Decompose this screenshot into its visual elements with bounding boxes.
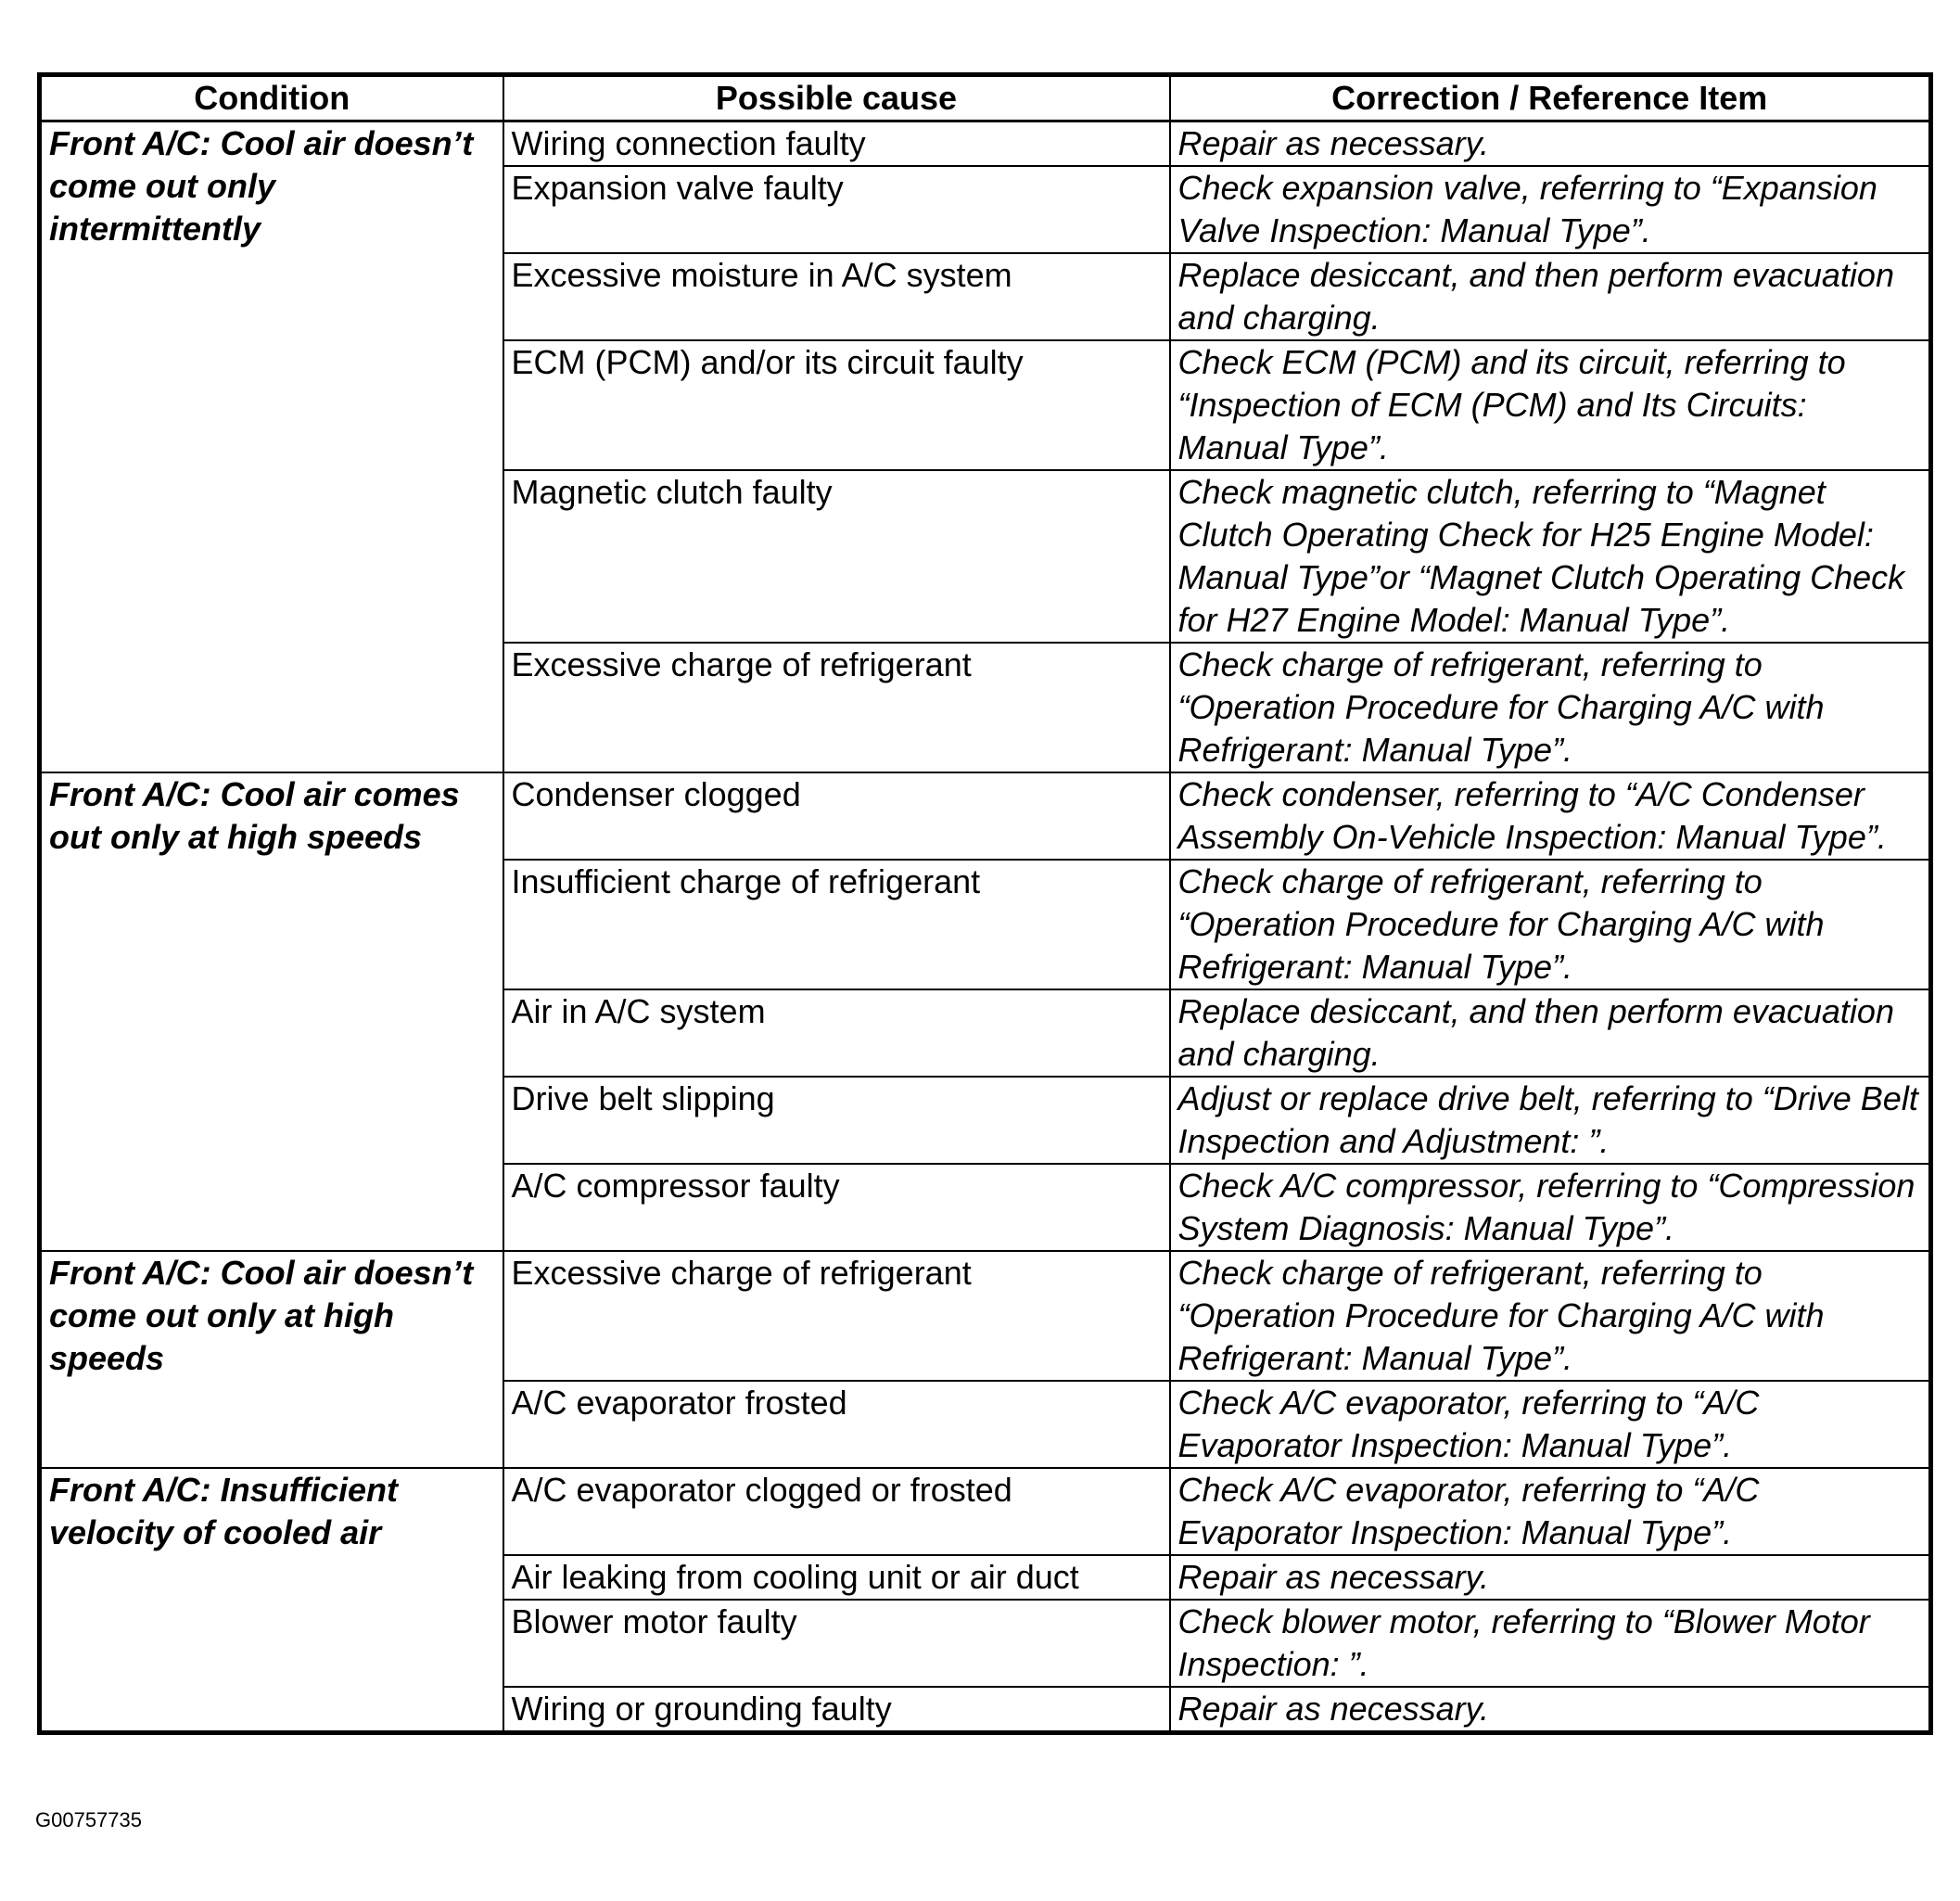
header-possible-cause: Possible cause bbox=[503, 75, 1170, 121]
correction-cell: Check ECM (PCM) and its circuit, referring to “Inspection of ECM (PCM) and Its Circuits: Manual Type”. bbox=[1170, 340, 1931, 470]
possible-cause-cell: Wiring or grounding faulty bbox=[503, 1687, 1170, 1733]
correction-cell: Repair as necessary. bbox=[1170, 1555, 1931, 1600]
correction-cell: Check A/C evaporator, referring to “A/C Evaporator Inspection: Manual Type”. bbox=[1170, 1381, 1931, 1468]
correction-cell: Check charge of refrigerant, referring to “Operation Procedure for Charging A/C with Refrigerant: Manual Type”. bbox=[1170, 1251, 1931, 1381]
correction-cell: Adjust or replace drive belt, referring to “Drive Belt Inspection and Adjustment: ”. bbox=[1170, 1077, 1931, 1164]
correction-cell: Check charge of refrigerant, referring to “Operation Procedure for Charging A/C with Refrigerant: Manual Type”. bbox=[1170, 643, 1931, 772]
possible-cause-cell: Expansion valve faulty bbox=[503, 166, 1170, 253]
correction-cell: Replace desiccant, and then perform evacuation and charging. bbox=[1170, 989, 1931, 1077]
header-row bbox=[40, 75, 1931, 121]
correction-cell: Check charge of refrigerant, referring to “Operation Procedure for Charging A/C with Refrigerant: Manual Type”. bbox=[1170, 860, 1931, 989]
table-row bbox=[40, 772, 1931, 860]
possible-cause-cell: Drive belt slipping bbox=[503, 1077, 1170, 1164]
correction-cell: Check A/C compressor, referring to “Compression System Diagnosis: Manual Type”. bbox=[1170, 1164, 1931, 1251]
possible-cause-cell: Excessive moisture in A/C system bbox=[503, 253, 1170, 340]
possible-cause-cell: Blower motor faulty bbox=[503, 1600, 1170, 1687]
possible-cause-cell: A/C evaporator frosted bbox=[503, 1381, 1170, 1468]
possible-cause-cell: Magnetic clutch faulty bbox=[503, 470, 1170, 643]
table-row bbox=[40, 121, 1931, 167]
correction-cell: Repair as necessary. bbox=[1170, 1687, 1931, 1733]
table-body bbox=[40, 121, 1931, 1733]
correction-cell: Check blower motor, referring to “Blower Motor Inspection: ”. bbox=[1170, 1600, 1931, 1687]
possible-cause-cell: Insufficient charge of refrigerant bbox=[503, 860, 1170, 989]
header-correction: Correction / Reference Item bbox=[1170, 75, 1931, 121]
table-row bbox=[40, 1468, 1931, 1555]
correction-cell: Check A/C evaporator, referring to “A/C Evaporator Inspection: Manual Type”. bbox=[1170, 1468, 1931, 1555]
possible-cause-cell: A/C evaporator clogged or frosted bbox=[503, 1468, 1170, 1555]
correction-cell: Replace desiccant, and then perform evacuation and charging. bbox=[1170, 253, 1931, 340]
possible-cause-cell: Wiring connection faulty bbox=[503, 121, 1170, 167]
condition-cell: Front A/C: Cool air doesn’t come out only intermittently bbox=[40, 121, 503, 773]
possible-cause-cell: Condenser clogged bbox=[503, 772, 1170, 860]
diagnosis-table bbox=[37, 72, 1933, 1735]
possible-cause-cell: Excessive charge of refrigerant bbox=[503, 1251, 1170, 1381]
correction-cell: Check expansion valve, referring to “Expansion Valve Inspection: Manual Type”. bbox=[1170, 166, 1931, 253]
correction-cell: Check magnetic clutch, referring to “Magnet Clutch Operating Check for H25 Engine Model: Manual Type”or “Magnet Clutch Operating Check for H27 Engine Model: Manual Type”. bbox=[1170, 470, 1931, 643]
table-row bbox=[40, 1251, 1931, 1381]
correction-cell: Check condenser, referring to “A/C Condenser Assembly On-Vehicle Inspection: Manual Type”. bbox=[1170, 772, 1931, 860]
condition-cell: Front A/C: Insufficient velocity of cooled air bbox=[40, 1468, 503, 1733]
header-condition: Condition bbox=[40, 75, 503, 121]
condition-cell: Front A/C: Cool air comes out only at high speeds bbox=[40, 772, 503, 1251]
possible-cause-cell: A/C compressor faulty bbox=[503, 1164, 1170, 1251]
possible-cause-cell: Air in A/C system bbox=[503, 989, 1170, 1077]
correction-cell: Repair as necessary. bbox=[1170, 121, 1931, 167]
possible-cause-cell: Air leaking from cooling unit or air duct bbox=[503, 1555, 1170, 1600]
condition-cell: Front A/C: Cool air doesn’t come out only at high speeds bbox=[40, 1251, 503, 1468]
figure-id: G00757735 bbox=[35, 1808, 142, 1831]
troubleshooting-sheet bbox=[37, 72, 1928, 1735]
possible-cause-cell: ECM (PCM) and/or its circuit faulty bbox=[503, 340, 1170, 470]
possible-cause-cell: Excessive charge of refrigerant bbox=[503, 643, 1170, 772]
